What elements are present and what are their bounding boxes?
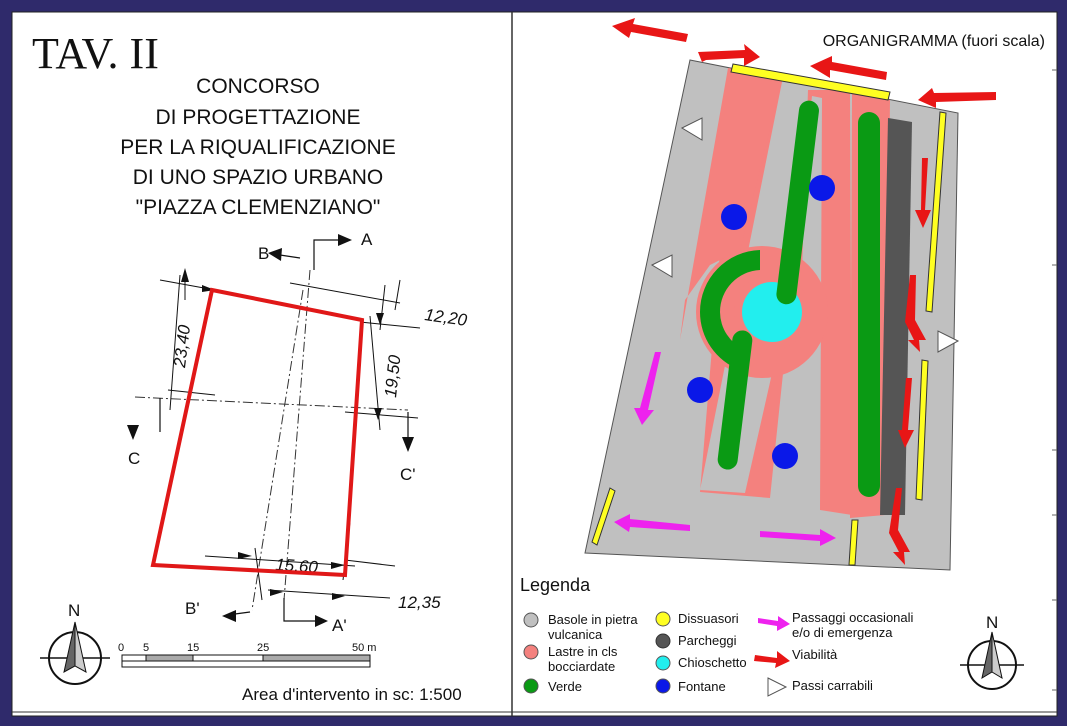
green-strip-east [858, 112, 880, 497]
legend-label: Passaggi occasionali [792, 610, 914, 625]
fountain [809, 175, 835, 201]
fountain [687, 377, 713, 403]
section-label-a: A [361, 230, 373, 249]
tav-label: TAV. II [32, 29, 159, 78]
title-line-1: CONCORSO [196, 75, 320, 98]
dim-bottom-outer: 12,35 [398, 593, 441, 612]
title-line-5: "PIAZZA CLEMENZIANO" [135, 196, 381, 219]
legend-label: e/o di emergenza [792, 625, 893, 640]
dim-right: 19,50 [381, 354, 405, 399]
legend-title: Legenda [520, 575, 591, 595]
section-label-b-prime: B' [185, 599, 200, 618]
dim-bottom-inner: 15,60 [274, 555, 319, 577]
organigramma-title: ORGANIGRAMMA (fuori scala) [822, 33, 1045, 50]
scale-tick-50: 50 m [352, 642, 377, 654]
fountain [721, 204, 747, 230]
legend-label: Chioschetto [678, 655, 747, 670]
section-label-a-prime: A' [332, 616, 347, 635]
scale-tick-25: 25 [257, 642, 270, 654]
section-label-c: C [128, 449, 141, 468]
north-label-left: N [68, 601, 81, 620]
dim-left: 23,40 [170, 323, 195, 369]
north-label-right: N [986, 613, 999, 632]
dim-top: 12,20 [423, 305, 469, 330]
legend-label: Passi carrabili [792, 678, 873, 693]
scale-tick-5: 5 [143, 642, 150, 654]
section-label-b: B [258, 244, 270, 263]
fountain [772, 443, 798, 469]
scale-caption: Area d'intervento in sc: 1:500 [242, 685, 462, 704]
legend-item-verde [524, 679, 582, 694]
legend-label: Fontane [678, 679, 726, 694]
section-label-c-prime: C' [400, 465, 416, 484]
legend-label: Lastre in cls [548, 644, 618, 659]
legend-label: Viabilità [792, 647, 838, 662]
legend-label: Verde [548, 679, 582, 694]
title-line-3: PER LA RIQUALIFICAZIONE [120, 136, 396, 159]
legend-label: Parcheggi [678, 633, 737, 648]
legend-label: vulcanica [548, 627, 603, 642]
legend-item-fontane [656, 679, 726, 694]
title-line-2: DI PROGETTAZIONE [155, 106, 361, 129]
legend-label: Dissuasori [678, 611, 739, 626]
title-line-4: DI UNO SPAZIO URBANO [132, 166, 384, 189]
legend-label: bocciardate [548, 659, 616, 674]
scale-tick-0: 0 [118, 642, 125, 654]
legend-label: Basole in pietra [548, 612, 638, 627]
scale-tick-15: 15 [187, 642, 200, 654]
